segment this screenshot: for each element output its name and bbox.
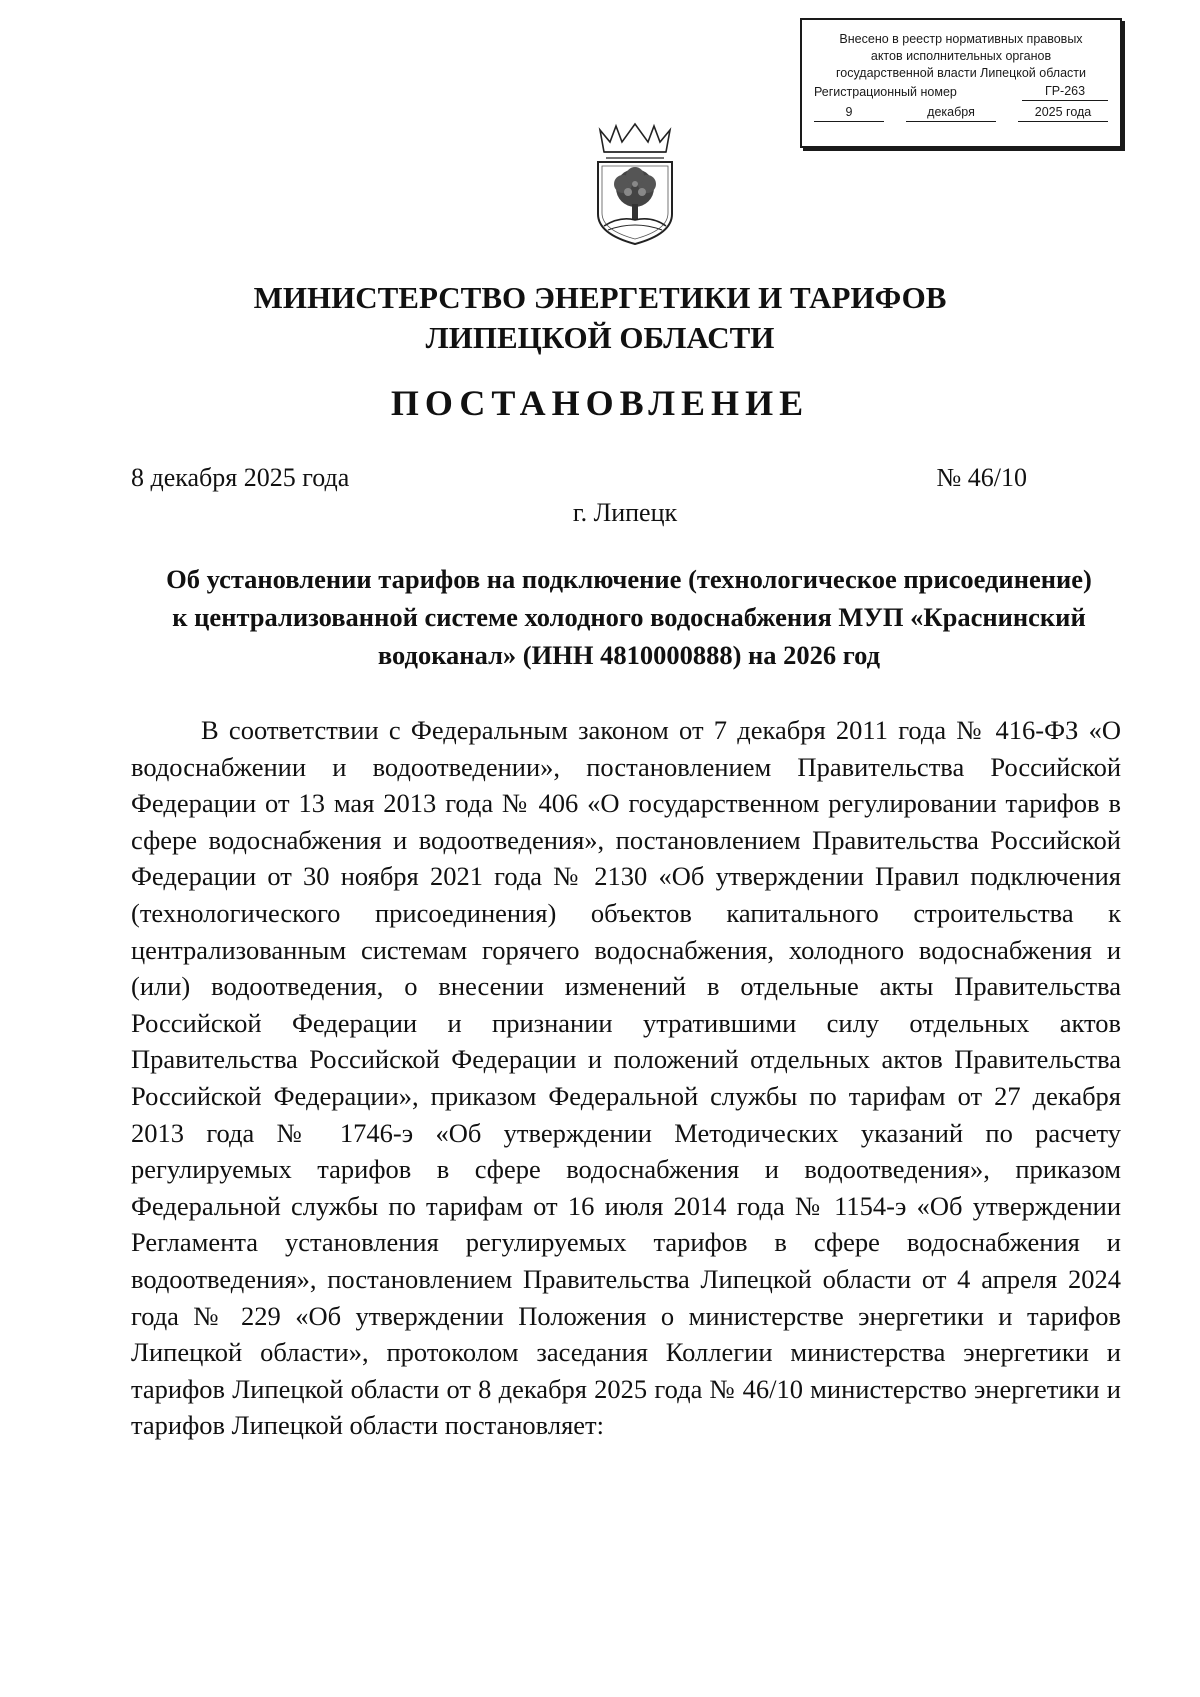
ministry-line-2: ЛИПЕЦКОЙ ОБЛАСТИ <box>425 320 775 355</box>
document-city: г. Липецк <box>572 498 678 527</box>
document-number: № 46/10 <box>936 463 1027 492</box>
subject-line-2: к централизованной системе холодного водоснабжения МУП «Краснинский <box>172 602 1086 632</box>
lipetsk-coat-of-arms-icon <box>590 122 680 248</box>
stamp-day: 9 <box>814 104 884 122</box>
stamp-reg-label: Регистрационный номер <box>814 85 957 99</box>
document-date: 8 декабря 2025 года <box>131 463 350 492</box>
document-subject <box>131 560 1127 674</box>
stamp-line-1: Внесено в реестр нормативных правовых <box>839 32 1083 46</box>
body-paragraph: В соответствии с Федеральным законом от 7 декабря 2011 года № 416-ФЗ «О водоснабжении и водоотведении», постановлением Правительства Российской Федерации от 13 мая 2013 года № 406 «О государственном регулировании тарифов в сфере водоснабжения и водоотведения», постановлением Правительства Российской Федерации от 30 ноября 2021 года № 2130 «Об утверждении Правил подключения (технологического присоединения) объектов капитального строительства к централизованным системам горячего водоснабжения, холодного водоснабжения и (или) водоотведения, о внесении изменений в отдельные акты Правительства Российской Федерации и признании утратившими силу отдельных актов Правительства Российской Федерации и положений отдельных актов Правительства Российской Федерации», приказом Федеральной службы по тарифам от 27 декабря 2013 года № 1746-э «Об утверждении Методических указаний по расчету регулируемых тарифов в сфере водоснабжения и водоотведения», приказом Федеральной службы по тарифам от 16 июля 2014 года № 1154-э «Об утверждении Регламента установления регулируемых тарифов в сфере водоснабжения и водоотведения», постановлением Правительства Липецкой области от 4 апреля 2024 года № 229 «Об утверждении Положения о министерстве энергетики и тарифов Липецкой области», протоколом заседания Коллегии министерства энергетики и тарифов Липецкой области от 8 декабря 2025 года № 46/10 министерство энергетики и тарифов Липецкой области постановляет: <box>131 715 1121 1441</box>
stamp-registration <box>812 83 1110 101</box>
stamp-date <box>812 104 1110 122</box>
subject-line-1: Об установлении тарифов на подключение (технологическое присоединение) <box>166 564 1092 594</box>
subject-line-3: водоканал» (ИНН 4810000888) на 2026 год <box>377 640 881 670</box>
registry-stamp <box>800 18 1122 148</box>
ministry-name <box>0 278 1200 358</box>
stamp-month: декабря <box>906 104 996 122</box>
stamp-line-3: государственной власти Липецкой области <box>835 66 1087 80</box>
document-type: ПОСТАНОВЛЕНИЕ <box>390 383 810 423</box>
document-body <box>131 712 1121 1444</box>
stamp-line-2: актов исполнительных органов <box>870 49 1052 63</box>
stamp-reg-number: ГР-263 <box>1022 83 1108 101</box>
stamp-year: 2025 года <box>1018 104 1108 122</box>
ministry-line-1: МИНИСТЕРСТВО ЭНЕРГЕТИКИ И ТАРИФОВ <box>253 280 947 315</box>
